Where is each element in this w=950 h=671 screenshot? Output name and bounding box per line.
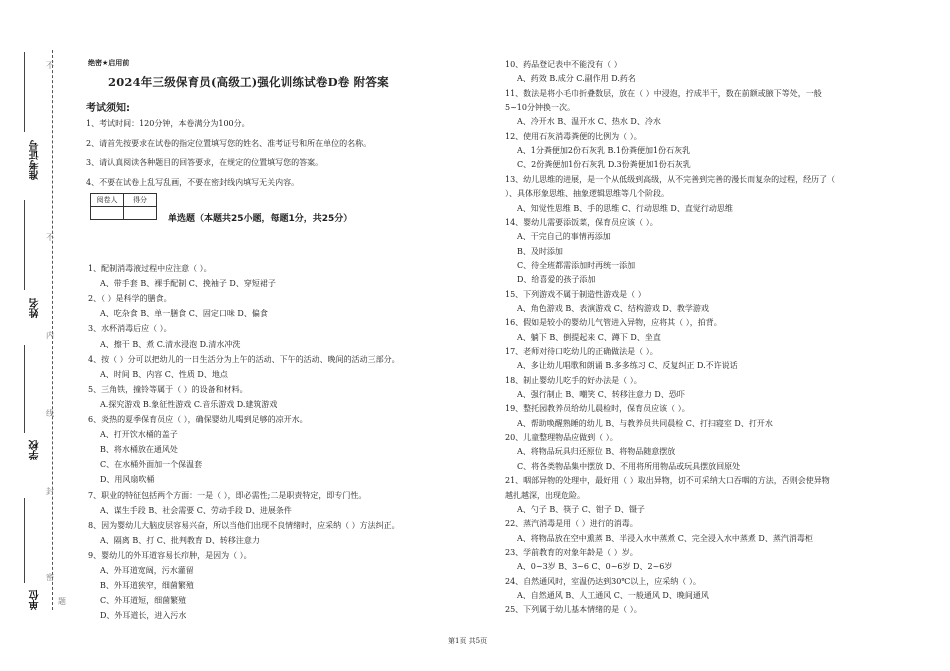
page-title: 2024年三级保育员(高级工)强化训练试卷D卷 附答案 <box>108 75 389 89</box>
reviewer-input[interactable] <box>91 207 124 220</box>
question-text: 21、咽部异物的处理中，最好用（ ）取出异物，切不可采纳大口吞咽的方法，否则会使异物 <box>505 476 830 486</box>
secret-mark: 绝密★启用前 <box>88 59 130 67</box>
answer-option: A、谋生手段 B、社会需要 C、劳动手段 D、进展条件 <box>100 505 292 515</box>
question-text: 19、整托园教养员给幼儿晨检时，保育员应该（ ）。 <box>505 404 690 414</box>
notice-item: 4、不要在试卷上乱写乱画，不要在密封线内填写无关内容。 <box>86 178 300 187</box>
page-footer: 第1页 共5页 <box>448 637 488 645</box>
exam-number-label: 准考证号 <box>30 140 41 180</box>
answer-option: A、1分粪便加2份石灰乳 B.1份粪便加1份石灰乳 <box>517 146 691 156</box>
answer-option: A、时间 B、内容 C、性质 D、地点 <box>100 369 228 379</box>
answer-option: C、待全班都需添加时再统一添加 <box>517 260 636 270</box>
school-label: 学校 <box>30 440 41 460</box>
answer-option: A、将物品玩具归还原位 B、将物品随意摆放 <box>517 447 676 457</box>
question-text: 越扎越深，出现危险。 <box>505 490 585 500</box>
reviewer-cell: 阅卷人 <box>91 194 124 207</box>
question-text: 4、按（ ）分可以把幼儿的一日生活分为上午的活动、下午的活动、晚间的活动三部分。 <box>88 354 400 364</box>
answer-option: B、将水桶放在通风处 <box>100 445 178 455</box>
seal-mark: 内 <box>46 331 54 340</box>
answer-option: A、自然通风 B、人工通风 C、一般通风 D、晚间通风 <box>517 590 709 600</box>
fill-line <box>24 200 26 290</box>
answer-option: A、强行制止 B、嘲笑 C、转移注意力 D、恐吓 <box>517 390 685 400</box>
question-text: 11、数法是将小毛巾折叠数层，放在（ ）中浸泡，拧成半干，数在前额或腋下等处，一般 <box>505 88 822 98</box>
fill-line <box>24 345 26 433</box>
binding-sidebar <box>0 0 65 671</box>
question-text: 24、自然通风时，室温仍达到30℃以上，应采纳（ ）。 <box>505 576 701 586</box>
answer-option: A、躺下 B、倒提起来 C、蹲下 D、坐直 <box>517 332 661 342</box>
answer-option: A、擦干 B、煮 C.清水浸泡 D.清水冲洗 <box>100 339 241 349</box>
answer-option: A、冷开水 B、温开水 C、热水 D、冷水 <box>517 117 661 127</box>
score-input[interactable] <box>124 207 157 220</box>
answer-option: C、外耳道短，细菌繁殖 <box>100 596 187 606</box>
question-text: 7、职业的特征包括两个方面：一是（ ），即必需性;二是职责特定，即专门性。 <box>88 490 367 500</box>
question-text: 15、下列游戏不属于制造性游戏是（ ） <box>505 289 646 299</box>
unit-label: 单位 <box>30 590 41 610</box>
answer-option: A、勺子 B、筷子 C、钳子 D、镊子 <box>517 504 645 514</box>
seal-mark: 题 <box>58 597 66 606</box>
notice-heading: 考试须知: <box>86 103 130 114</box>
answer-option: D、用风扇吹桶 <box>100 475 155 485</box>
question-text: 14、婴幼儿需要添饭菜，保育员应该（ ）。 <box>505 217 658 227</box>
question-text: 2、（ ）是科学的膳食。 <box>88 294 172 304</box>
answer-option: D、给喜爱的孩子添加 <box>517 275 596 285</box>
fill-line <box>24 498 26 583</box>
score-cell: 得分 <box>124 194 157 207</box>
question-text: 25、下列属于幼儿基本情绪的是（ ）。 <box>505 605 642 615</box>
answer-option: A、0~3岁 B、3~6 C、0~6岁 D、2~6岁 <box>517 562 673 572</box>
question-text: 18、制止婴幼儿吃手的好办法是（ ）。 <box>505 375 642 385</box>
answer-option: A、干完自己的事情再添加 <box>517 232 611 242</box>
answer-option: D、外耳道长，进入污水 <box>100 611 187 621</box>
question-text: 3、水杯消毒后应（ ）。 <box>88 324 172 334</box>
answer-option: B、外耳道狭窄，细菌繁殖 <box>100 581 194 591</box>
section-heading: 单选题（本题共25小题，每题1分，共25分） <box>168 214 353 224</box>
question-text: 13、幼儿思维的进展，是一个从低级到高级，从不完善到完善的漫长而复杂的过程，经历了（ <box>505 174 836 184</box>
fill-line <box>24 52 26 132</box>
answer-option: C、2份粪便加1份石灰乳 D.3份粪便加1份石灰乳 <box>517 160 691 170</box>
answer-option: C、将各类物品集中摆放 D、不用将所用物品或玩具摆放回原处 <box>517 461 741 471</box>
seal-mark: 不 <box>46 61 54 70</box>
answer-option: C、在水桶外面加一个保温套 <box>100 460 203 470</box>
seal-mark: 不 <box>46 233 54 242</box>
notice-item: 3、请认真阅读各种题目的回答要求，在规定的位置填写您的答案。 <box>86 158 324 167</box>
answer-option: A、将物品放在空中熏蒸 B、半浸入水中蒸煮 C、完全浸入水中蒸煮 D、蒸汽消毒柜 <box>517 533 813 543</box>
question-text: ）、具体形象思维、抽象逻辑思维等几个阶段。 <box>505 189 669 199</box>
seal-mark: 密 <box>46 573 54 582</box>
question-text: 5、三角铁，撞铃等属于（ ）的设备和材料。 <box>88 384 248 394</box>
answer-option: A、隔离 B、打 C、批判教育 D、转移注意力 <box>100 535 260 545</box>
answer-option: A、带手套 B、裸手配制 C、挽袖子 D、穿短裙子 <box>100 279 276 289</box>
notice-item: 1、考试时间：120分钟，本卷满分为100分。 <box>86 119 250 128</box>
question-text: 20、儿童整理物品应做到（ ）。 <box>505 433 618 443</box>
answer-option: B、及时添加 <box>517 246 563 256</box>
question-text: 23、学前教育的对象年龄是（ ）岁。 <box>505 547 638 557</box>
question-text: 8、因为婴幼儿大脑皮层容易兴奋，所以当他们出现不良情绪时，应采纳（ ）方法纠正。 <box>88 520 400 530</box>
question-text: 10、药品登记表中不能没有（ ） <box>505 60 622 69</box>
question-text: 5~10分钟换一次。 <box>505 103 575 113</box>
question-text: 12、使用石灰消毒粪便的比例为（ ）。 <box>505 131 642 141</box>
question-text: 16、假如是较小的婴幼儿气管进入异物，应将其（ ），拍背。 <box>505 318 722 328</box>
question-text: 6、炎热的夏季保育员应（ ），确保婴幼儿喝到足够的凉开水。 <box>88 415 308 424</box>
question-text: 17、老师对待口吃幼儿的正确做法是（ ）。 <box>505 347 658 356</box>
seal-mark: 线 <box>46 409 54 418</box>
question-text: 9、婴幼儿的外耳道容易长疖肿，是因为（ ）。 <box>88 550 252 560</box>
answer-option: A.探究游戏 B.象征性游戏 C.音乐游戏 D.建筑游戏 <box>100 399 278 409</box>
answer-option: A、打开饮水桶的盖子 <box>100 430 178 440</box>
question-text: 1、配制消毒液过程中应注意（ ）。 <box>88 264 212 273</box>
score-table <box>90 193 157 220</box>
answer-option: A、吃杂食 B、单一膳食 C、固定口味 D、偏食 <box>100 309 268 319</box>
answer-option: A、多让幼儿唱歌和朗诵 B.多多练习 C、反复纠正 D.不许说话 <box>517 361 738 371</box>
answer-option: A、药效 B.成分 C.副作用 D.药名 <box>517 74 636 84</box>
answer-option: A、知觉性思维 B、手的思维 C、行动思维 D、直觉行动思维 <box>517 203 733 213</box>
answer-option: A、角色游戏 B、表演游戏 C、结构游戏 D、教学游戏 <box>517 303 709 313</box>
answer-option: A、帮助唤醒熟睡的幼儿 B、与教养员共同晨检 C、打扫寝室 D、打开水 <box>517 418 773 428</box>
question-text: 22、蒸汽消毒是用（ ）进行的消毒。 <box>505 519 638 529</box>
answer-option: A、外耳道宽阔，污水灌留 <box>100 566 194 575</box>
notice-item: 2、请首先按要求在试卷的指定位置填写您的姓名、准考证号和所在单位的名称。 <box>86 139 372 148</box>
name-label: 姓名 <box>30 298 41 318</box>
seal-mark: 封 <box>46 487 54 496</box>
